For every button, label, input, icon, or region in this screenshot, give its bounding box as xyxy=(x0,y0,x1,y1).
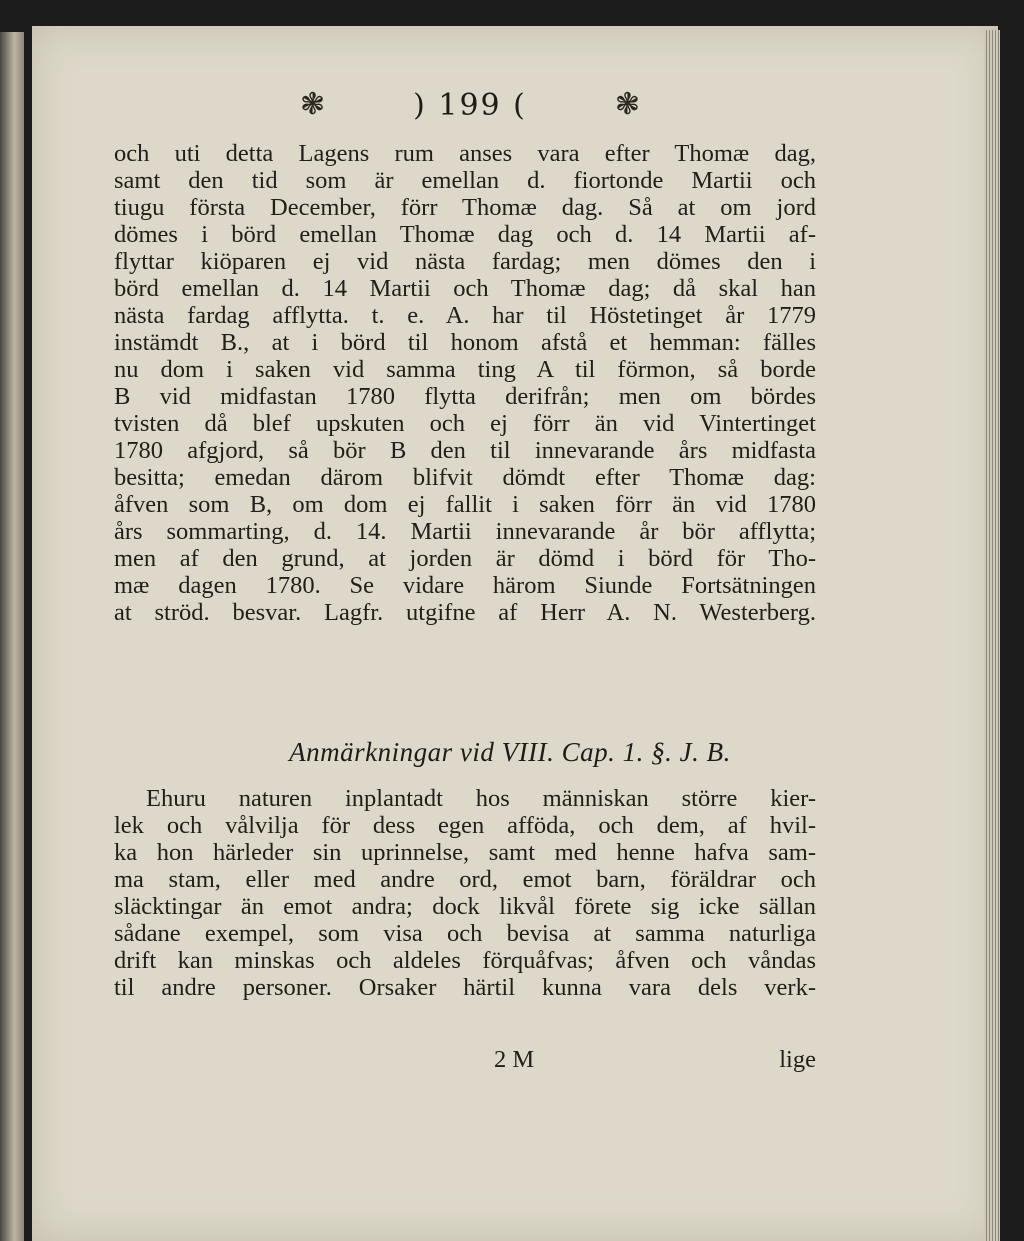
text-line: Ehuru naturen inplantadt hos människan större kier- xyxy=(146,785,816,812)
text-line: sådane exempel, som visa och bevisa at samma naturliga xyxy=(114,920,816,947)
text-line: nu dom i saken vid samma ting A til förmon, så borde xyxy=(114,356,816,383)
text-line: B vid midfastan 1780 flytta derifrån; men om bördes xyxy=(114,383,816,410)
adjacent-page-edge xyxy=(0,32,24,1241)
text-line: släcktingar än emot andra; dock likvål förete sig icke sällan xyxy=(114,893,816,920)
text-line: tiugu första December, förr Thomæ dag. Så at om jord xyxy=(114,194,816,221)
catchword: lige xyxy=(779,1046,816,1073)
page-header xyxy=(300,82,640,128)
text-line: och uti detta Lagens rum anses vara efter Thomæ dag, xyxy=(114,140,816,167)
text-line: men af den grund, at jorden är dömd i börd för Tho- xyxy=(114,545,816,572)
text-line: börd emellan d. 14 Martii och Thomæ dag; då skal han xyxy=(114,275,816,302)
text-line: ka hon härleder sin uprinnelse, samt med henne hafva sam- xyxy=(114,839,816,866)
flower-ornament-icon: ❃ xyxy=(300,87,326,122)
text-line: samt den tid som är emellan d. fiortonde Martii och xyxy=(114,167,816,194)
text-line: instämdt B., at i börd til honom afstå et hemman: fälles xyxy=(114,329,816,356)
body-paragraph-2 xyxy=(114,785,816,1001)
text-line: flyttar kiöparen ej vid nästa fardag; men dömes den i xyxy=(114,248,816,275)
signature-mark: 2 M xyxy=(494,1046,535,1073)
page-number: ) 199 ( xyxy=(413,87,527,123)
text-line: nästa fardag afflytta. t. e. A. har til Höstetinget år 1779 xyxy=(114,302,816,329)
text-line: at ströd. besvar. Lagfr. utgifne af Herr A. N. Westerberg. xyxy=(114,599,816,626)
flower-ornament-icon: ❃ xyxy=(614,87,640,122)
text-line: til andre personer. Orsaker härtil kunna vara dels verk- xyxy=(114,974,816,1001)
text-line: ma stam, eller med andre ord, emot barn, föräldrar och xyxy=(114,866,816,893)
text-line: tvisten då blef upskuten och ej förr än vid Vintertinget xyxy=(114,410,816,437)
text-line: besitta; emedan därom blifvit dömdt efter Thomæ dag: xyxy=(114,464,816,491)
text-line: åfven som B, om dom ej fallit i saken förr än vid 1780 xyxy=(114,491,816,518)
page-footer xyxy=(114,1046,816,1076)
text-line: dömes i börd emellan Thomæ dag och d. 14 Martii af- xyxy=(114,221,816,248)
text-line: mæ dagen 1780. Se vidare härom Siunde Fortsätningen xyxy=(114,572,816,599)
page-stack-edges xyxy=(984,30,1000,1241)
text-line: 1780 afgjord, så bör B den til innevarande års midfasta xyxy=(114,437,816,464)
body-paragraph-1 xyxy=(114,140,816,626)
text-line: lek och vålvilja för dess egen afföda, och dem, af hvil- xyxy=(114,812,816,839)
text-line: års sommarting, d. 14. Martii innevarande år bör afflytta; xyxy=(114,518,816,545)
section-heading: Anmärkningar vid VIII. Cap. 1. §. J. B. xyxy=(289,737,731,767)
text-line: drift kan minskas och aldeles förquåfvas; åfven och våndas xyxy=(114,947,816,974)
